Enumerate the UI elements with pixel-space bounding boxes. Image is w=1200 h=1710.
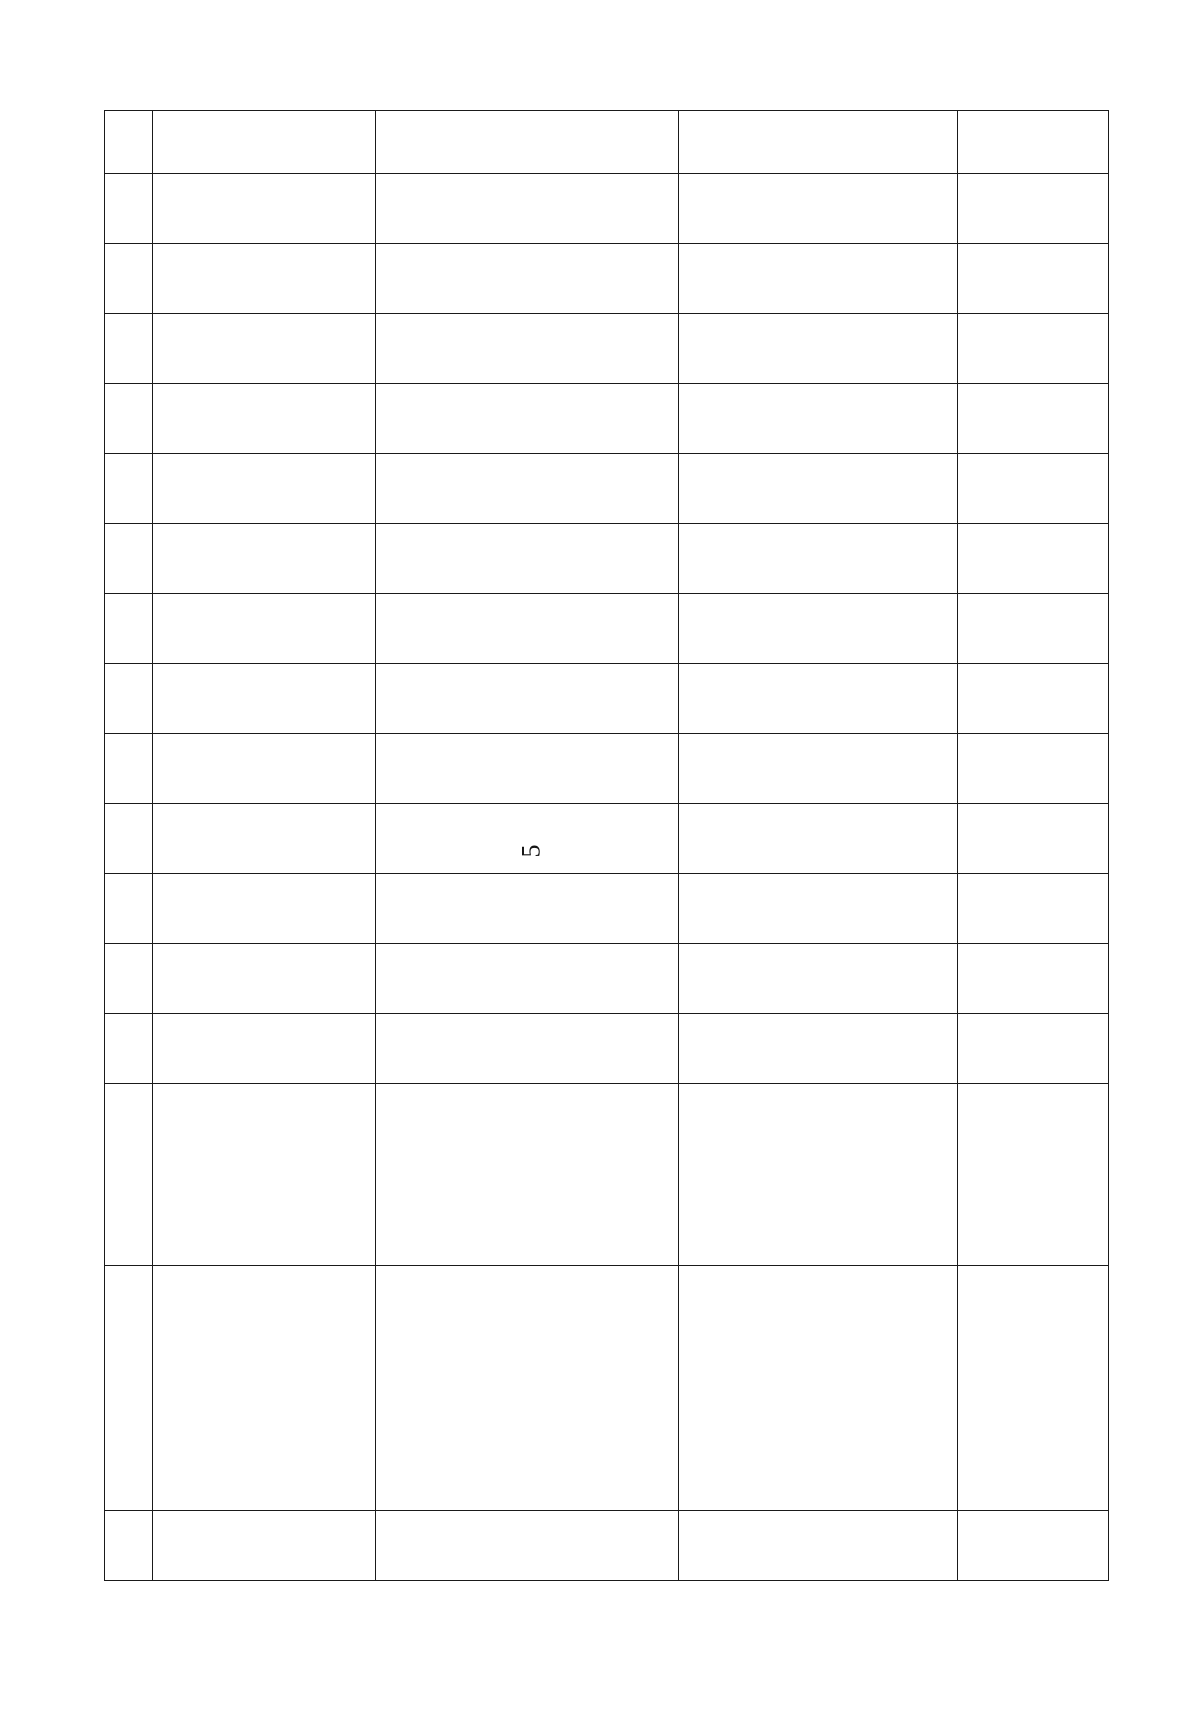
value-cell: [152, 1013, 376, 1084]
indicator-name: [152, 1265, 376, 1511]
value-cell: [678, 243, 958, 314]
value-cell: [957, 873, 1109, 944]
indicator-name: [957, 1265, 1109, 1511]
value-cell: [678, 593, 958, 664]
value-cell: [152, 173, 376, 244]
column-number-4: [104, 1013, 153, 1084]
value-cell: [375, 663, 679, 734]
value-cell: [375, 173, 679, 244]
column-number-3: [104, 1083, 153, 1266]
row-number: [678, 1510, 958, 1581]
value-cell: [957, 803, 1109, 874]
column-number-11: [104, 523, 153, 594]
value-cell: [678, 1013, 958, 1084]
indicator-name: [375, 1265, 679, 1511]
column-number-6: [104, 873, 153, 944]
value-cell: [152, 383, 376, 454]
value-cell: [678, 313, 958, 384]
value-cell: [375, 803, 679, 874]
column-number-13: [104, 383, 153, 454]
column-number-2: [104, 1265, 153, 1511]
column-number-17: [104, 110, 153, 174]
value-cell: [957, 313, 1109, 384]
value-cell: [375, 383, 679, 454]
column-number-7: [104, 803, 153, 874]
value-cell: [152, 943, 376, 1014]
column-number-15: [104, 243, 153, 314]
value-cell: [152, 453, 376, 524]
page-number: 5: [516, 844, 546, 858]
value-cell: [678, 663, 958, 734]
value-cell: [678, 173, 958, 244]
value-cell: [152, 803, 376, 874]
value-cell: [375, 943, 679, 1014]
column-number-5: [104, 943, 153, 1014]
value-cell: [957, 943, 1109, 1014]
value-cell: [375, 733, 679, 804]
unit-cell: [375, 1083, 679, 1266]
unit-cell: [152, 1083, 376, 1266]
value-cell: [678, 110, 958, 174]
value-cell: [375, 523, 679, 594]
value-cell: [152, 523, 376, 594]
value-cell: [957, 1013, 1109, 1084]
indicator-name: [678, 1265, 958, 1511]
value-cell: [957, 110, 1109, 174]
value-cell: [678, 943, 958, 1014]
value-cell: [152, 243, 376, 314]
value-cell: [375, 593, 679, 664]
column-number-1: [104, 1510, 153, 1581]
value-cell: [152, 313, 376, 384]
column-number-8: [104, 733, 153, 804]
column-number-9: [104, 663, 153, 734]
unit-cell: [678, 1083, 958, 1266]
value-cell-text: [1108, 110, 1109, 111]
value-cell: [375, 110, 679, 174]
value-cell: [678, 383, 958, 454]
value-cell: [957, 523, 1109, 594]
value-cell: [957, 733, 1109, 804]
value-cell: [152, 593, 376, 664]
value-cell: [957, 453, 1109, 524]
value-cell: [152, 733, 376, 804]
row-number: [957, 1510, 1109, 1581]
column-number-12: [104, 453, 153, 524]
column-number-14: [104, 313, 153, 384]
value-cell: [375, 873, 679, 944]
row-number: [375, 1510, 679, 1581]
column-number-16: [104, 173, 153, 244]
value-cell: [375, 313, 679, 384]
value-cell: [678, 523, 958, 594]
value-cell: [957, 243, 1109, 314]
row-number: [152, 1510, 376, 1581]
value-cell: [678, 873, 958, 944]
value-cell: [678, 453, 958, 524]
column-number-10: [104, 593, 153, 664]
value-cell: [957, 173, 1109, 244]
unit-cell: [957, 1083, 1109, 1266]
value-cell: [957, 383, 1109, 454]
value-cell: [957, 663, 1109, 734]
value-cell: [375, 453, 679, 524]
value-cell: [678, 803, 958, 874]
value-cell: [152, 873, 376, 944]
value-cell: [152, 663, 376, 734]
value-cell: [957, 593, 1109, 664]
value-cell: [375, 1013, 679, 1084]
value-cell: [375, 243, 679, 314]
value-cell: [152, 110, 376, 174]
value-cell: [678, 733, 958, 804]
